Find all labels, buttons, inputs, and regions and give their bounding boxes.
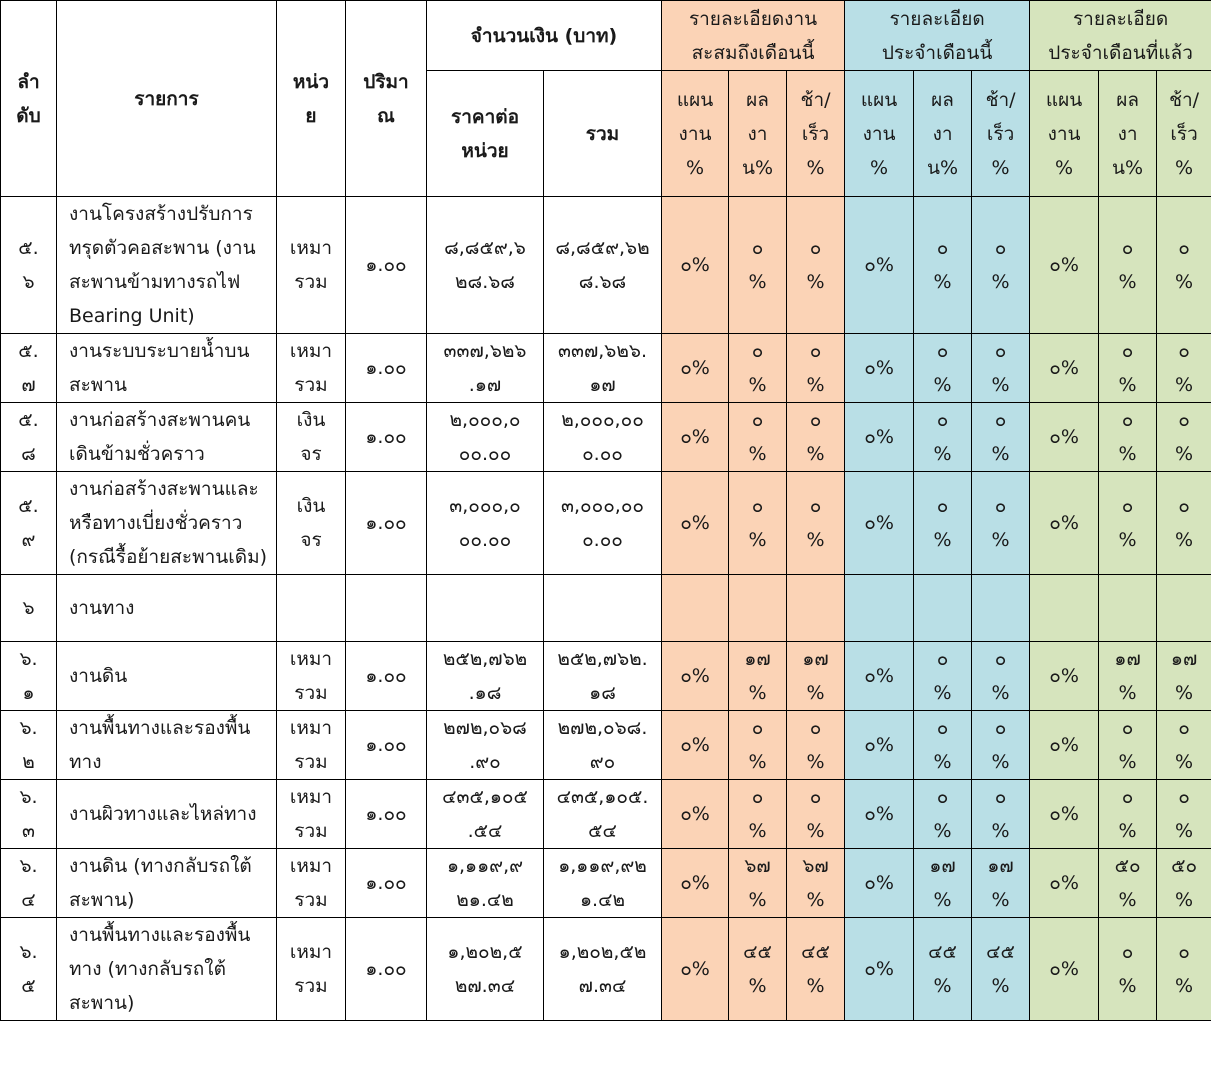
cell-total: ๓๓๗,๖๒๖. ๑๗ [544,334,662,403]
cell-item: งานก่อสร้างสะพานคน เดินข้ามชั่วคราว [57,403,277,472]
cell-this-month-plan: ๐% [845,334,914,403]
table-row [1,642,1211,711]
cell-cumulative-delay: ๐ % [787,780,845,849]
cell-last-month-result: ๐ % [1099,403,1157,472]
cell-unit-price: ๘,๘๕๙,๖ ๒๘.๖๘ [427,197,544,334]
cell-this-month-plan: ๐% [845,849,914,918]
table-body [1,197,1211,1021]
cell-seq: ๖ [1,575,57,642]
cell-this-month-result: ๐ % [914,197,972,334]
cell-qty: ๑.๐๐ [346,918,427,1021]
header-group-cumulative: รายละเอียดงาน สะสมถึงเดือนนี้ [662,1,845,71]
header-cum-result: ผล งา น% [729,71,787,197]
cell-seq: ๖. ๔ [1,849,57,918]
cell-this-month-result: ๐ % [914,780,972,849]
header-last-plan: แผน งาน % [1030,71,1099,197]
cell-total: ๑,๑๑๙,๙๒ ๑.๔๒ [544,849,662,918]
cell-cumulative-plan: ๐% [662,403,729,472]
header-unit: หน่ว ย [277,1,346,197]
cell-this-month-result: ๐ % [914,403,972,472]
cell-unit: เหมา รวม [277,334,346,403]
cell-unit: เหมา รวม [277,642,346,711]
cell-this-month-result: ๔๕ % [914,918,972,1021]
cell-total: ๒๕๒,๗๖๒. ๑๘ [544,642,662,711]
cell-item: งานพื้นทางและรองพื้น ทาง [57,711,277,780]
cell-total: ๓,๐๐๐,๐๐ ๐.๐๐ [544,472,662,575]
cell-cumulative-plan: ๐% [662,711,729,780]
cell-last-month-delay: ๑๗ % [1157,642,1211,711]
cell-last-month-result: ๐ % [1099,334,1157,403]
cell-cumulative-result: ๔๕ % [729,918,787,1021]
header-amount: จำนวนเงิน (บาท) [427,1,662,71]
cell-cumulative-delay [787,575,845,642]
cell-last-month-result: ๐ % [1099,197,1157,334]
cell-unit-price [427,575,544,642]
header-cum-plan: แผน งาน % [662,71,729,197]
cell-cumulative-plan: ๐% [662,849,729,918]
cell-last-month-result: ๐ % [1099,780,1157,849]
cell-total [544,575,662,642]
cell-last-month-plan: ๐% [1030,472,1099,575]
header-group-this-month: รายละเอียด ประจำเดือนนี้ [845,1,1030,71]
cell-cumulative-result [729,575,787,642]
cell-cumulative-result: ๐ % [729,197,787,334]
cell-last-month-result: ๕๐ % [1099,849,1157,918]
cell-cumulative-result: ๐ % [729,711,787,780]
cell-seq: ๕. ๙ [1,472,57,575]
cell-seq: ๕. ๘ [1,403,57,472]
header-last-result: ผล งา น% [1099,71,1157,197]
cell-last-month-plan: ๐% [1030,197,1099,334]
cell-unit-price: ๒,๐๐๐,๐ ๐๐.๐๐ [427,403,544,472]
cell-this-month-plan: ๐% [845,642,914,711]
cell-cumulative-delay: ๔๕ % [787,918,845,1021]
cell-this-month-delay: ๐ % [972,642,1030,711]
cell-item: งานดิน (ทางกลับรถใต้ สะพาน) [57,849,277,918]
cell-total: ๒๗๒,๐๖๘. ๙๐ [544,711,662,780]
table-row [1,780,1211,849]
cell-seq: ๕. ๗ [1,334,57,403]
cell-unit: เหมา รวม [277,849,346,918]
cell-cumulative-plan: ๐% [662,197,729,334]
table-row [1,575,1211,642]
cell-this-month-delay: ๐ % [972,403,1030,472]
table-row [1,711,1211,780]
cell-unit-price: ๑,๒๐๒,๕ ๒๗.๓๔ [427,918,544,1021]
cell-last-month-delay: ๐ % [1157,334,1211,403]
cell-last-month-plan [1030,575,1099,642]
cell-cumulative-result: ๑๗ % [729,642,787,711]
cell-this-month-plan: ๐% [845,780,914,849]
cell-item: งานโครงสร้างปรับการ ทรุดตัวคอสะพาน (งาน สะพานข้ามทางรถไฟ Bearing Unit) [57,197,277,334]
cell-last-month-delay: ๐ % [1157,711,1211,780]
header-this-delay: ช้า/ เร็ว % [972,71,1030,197]
cell-this-month-result: ๐ % [914,711,972,780]
cell-unit: เหมา รวม [277,711,346,780]
cell-last-month-delay: ๕๐ % [1157,849,1211,918]
header-item: รายการ [57,1,277,197]
cell-item: งานพื้นทางและรองพื้น ทาง (ทางกลับรถใต้ สะพาน) [57,918,277,1021]
cell-this-month-plan: ๐% [845,711,914,780]
cell-last-month-plan: ๐% [1030,403,1099,472]
cell-total: ๔๓๕,๑๐๕. ๕๔ [544,780,662,849]
cell-this-month-result: ๐ % [914,642,972,711]
table-row [1,334,1211,403]
cell-unit: เงิน จร [277,472,346,575]
cell-last-month-delay [1157,575,1211,642]
table-row [1,472,1211,575]
cell-this-month-delay [972,575,1030,642]
header-group-last-month: รายละเอียด ประจำเดือนที่แล้ว [1030,1,1211,71]
cell-this-month-plan: ๐% [845,197,914,334]
cell-last-month-result: ๐ % [1099,918,1157,1021]
cell-last-month-delay: ๐ % [1157,403,1211,472]
cell-last-month-plan: ๐% [1030,918,1099,1021]
table-row [1,403,1211,472]
cell-cumulative-plan: ๐% [662,918,729,1021]
cell-last-month-plan: ๐% [1030,642,1099,711]
cell-unit-price: ๒๕๒,๗๖๒ .๑๘ [427,642,544,711]
cell-qty: ๑.๐๐ [346,780,427,849]
cell-cumulative-delay: ๐ % [787,403,845,472]
cell-item: งานก่อสร้างสะพานและ หรือทางเบี่ยงชั่วคราว (กรณีรื้อย้ายสะพานเดิม) [57,472,277,575]
cell-this-month-result [914,575,972,642]
cell-unit: เงิน จร [277,403,346,472]
cell-cumulative-delay: ๐ % [787,711,845,780]
cell-unit [277,575,346,642]
cell-unit-price: ๔๓๕,๑๐๕ .๕๔ [427,780,544,849]
cell-last-month-result [1099,575,1157,642]
cell-cumulative-result: ๐ % [729,334,787,403]
cell-last-month-result: ๐ % [1099,472,1157,575]
header-qty: ปริมา ณ [346,1,427,197]
cell-this-month-result: ๑๗ % [914,849,972,918]
cell-this-month-plan: ๐% [845,918,914,1021]
cell-cumulative-plan: ๐% [662,642,729,711]
cell-this-month-delay: ๐ % [972,334,1030,403]
cell-this-month-delay: ๑๗ % [972,849,1030,918]
cell-item: งานทาง [57,575,277,642]
cell-seq: ๖. ๒ [1,711,57,780]
header-last-delay: ช้า/ เร็ว % [1157,71,1211,197]
cell-cumulative-result: ๐ % [729,403,787,472]
table-row [1,849,1211,918]
header-seq: ลำ ดับ [1,1,57,197]
cell-unit-price: ๑,๑๑๙,๙ ๒๑.๔๒ [427,849,544,918]
cell-seq: ๖. ๓ [1,780,57,849]
cell-this-month-delay: ๐ % [972,197,1030,334]
cell-this-month-plan: ๐% [845,403,914,472]
cell-item: งานผิวทางและไหล่ทาง [57,780,277,849]
cell-cumulative-delay: ๐ % [787,472,845,575]
cell-cumulative-result: ๐ % [729,780,787,849]
header-this-result: ผล งา น% [914,71,972,197]
cell-last-month-delay: ๐ % [1157,918,1211,1021]
cell-unit: เหมา รวม [277,780,346,849]
cell-total: ๘,๘๕๙,๖๒ ๘.๖๘ [544,197,662,334]
cell-last-month-delay: ๐ % [1157,197,1211,334]
cell-qty: ๑.๐๐ [346,403,427,472]
cell-item: งานระบบระบายน้ำบน สะพาน [57,334,277,403]
cell-this-month-result: ๐ % [914,334,972,403]
cell-cumulative-delay: ๖๗ % [787,849,845,918]
cell-qty: ๑.๐๐ [346,711,427,780]
cell-unit: เหมา รวม [277,918,346,1021]
cell-this-month-result: ๐ % [914,472,972,575]
cell-cumulative-plan [662,575,729,642]
cell-unit-price: ๒๗๒,๐๖๘ .๙๐ [427,711,544,780]
cell-cumulative-delay: ๑๗ % [787,642,845,711]
cell-this-month-delay: ๐ % [972,780,1030,849]
cell-total: ๑,๒๐๒,๕๒ ๗.๓๔ [544,918,662,1021]
cell-item: งานดิน [57,642,277,711]
cell-seq: ๖. ๕ [1,918,57,1021]
cell-unit: เหมา รวม [277,197,346,334]
cell-last-month-result: ๑๗ % [1099,642,1157,711]
cell-unit-price: ๓๓๗,๖๒๖ .๑๗ [427,334,544,403]
cell-cumulative-plan: ๐% [662,334,729,403]
cell-cumulative-delay: ๐ % [787,197,845,334]
header-cum-delay: ช้า/ เร็ว % [787,71,845,197]
cell-cumulative-plan: ๐% [662,472,729,575]
cell-this-month-delay: ๐ % [972,711,1030,780]
cell-last-month-plan: ๐% [1030,849,1099,918]
cell-unit-price: ๓,๐๐๐,๐ ๐๐.๐๐ [427,472,544,575]
cell-seq: ๖. ๑ [1,642,57,711]
cell-this-month-plan: ๐% [845,472,914,575]
cell-total: ๒,๐๐๐,๐๐ ๐.๐๐ [544,403,662,472]
cell-this-month-delay: ๔๕ % [972,918,1030,1021]
cell-seq: ๕. ๖ [1,197,57,334]
header-this-plan: แผน งาน % [845,71,914,197]
cell-this-month-plan [845,575,914,642]
cell-cumulative-result: ๖๗ % [729,849,787,918]
cell-qty: ๑.๐๐ [346,334,427,403]
cell-qty: ๑.๐๐ [346,197,427,334]
cell-last-month-delay: ๐ % [1157,780,1211,849]
cell-last-month-plan: ๐% [1030,334,1099,403]
cell-qty: ๑.๐๐ [346,472,427,575]
cell-cumulative-delay: ๐ % [787,334,845,403]
cell-this-month-delay: ๐ % [972,472,1030,575]
header-unit-price: ราคาต่อ หน่วย [427,71,544,197]
cell-last-month-plan: ๐% [1030,780,1099,849]
cell-qty [346,575,427,642]
table-row [1,197,1211,334]
cell-cumulative-result: ๐ % [729,472,787,575]
header-total: รวม [544,71,662,197]
cell-qty: ๑.๐๐ [346,849,427,918]
cell-last-month-result: ๐ % [1099,711,1157,780]
cell-last-month-delay: ๐ % [1157,472,1211,575]
cell-qty: ๑.๐๐ [346,642,427,711]
cell-cumulative-plan: ๐% [662,780,729,849]
table-row [1,918,1211,1021]
cell-last-month-plan: ๐% [1030,711,1099,780]
